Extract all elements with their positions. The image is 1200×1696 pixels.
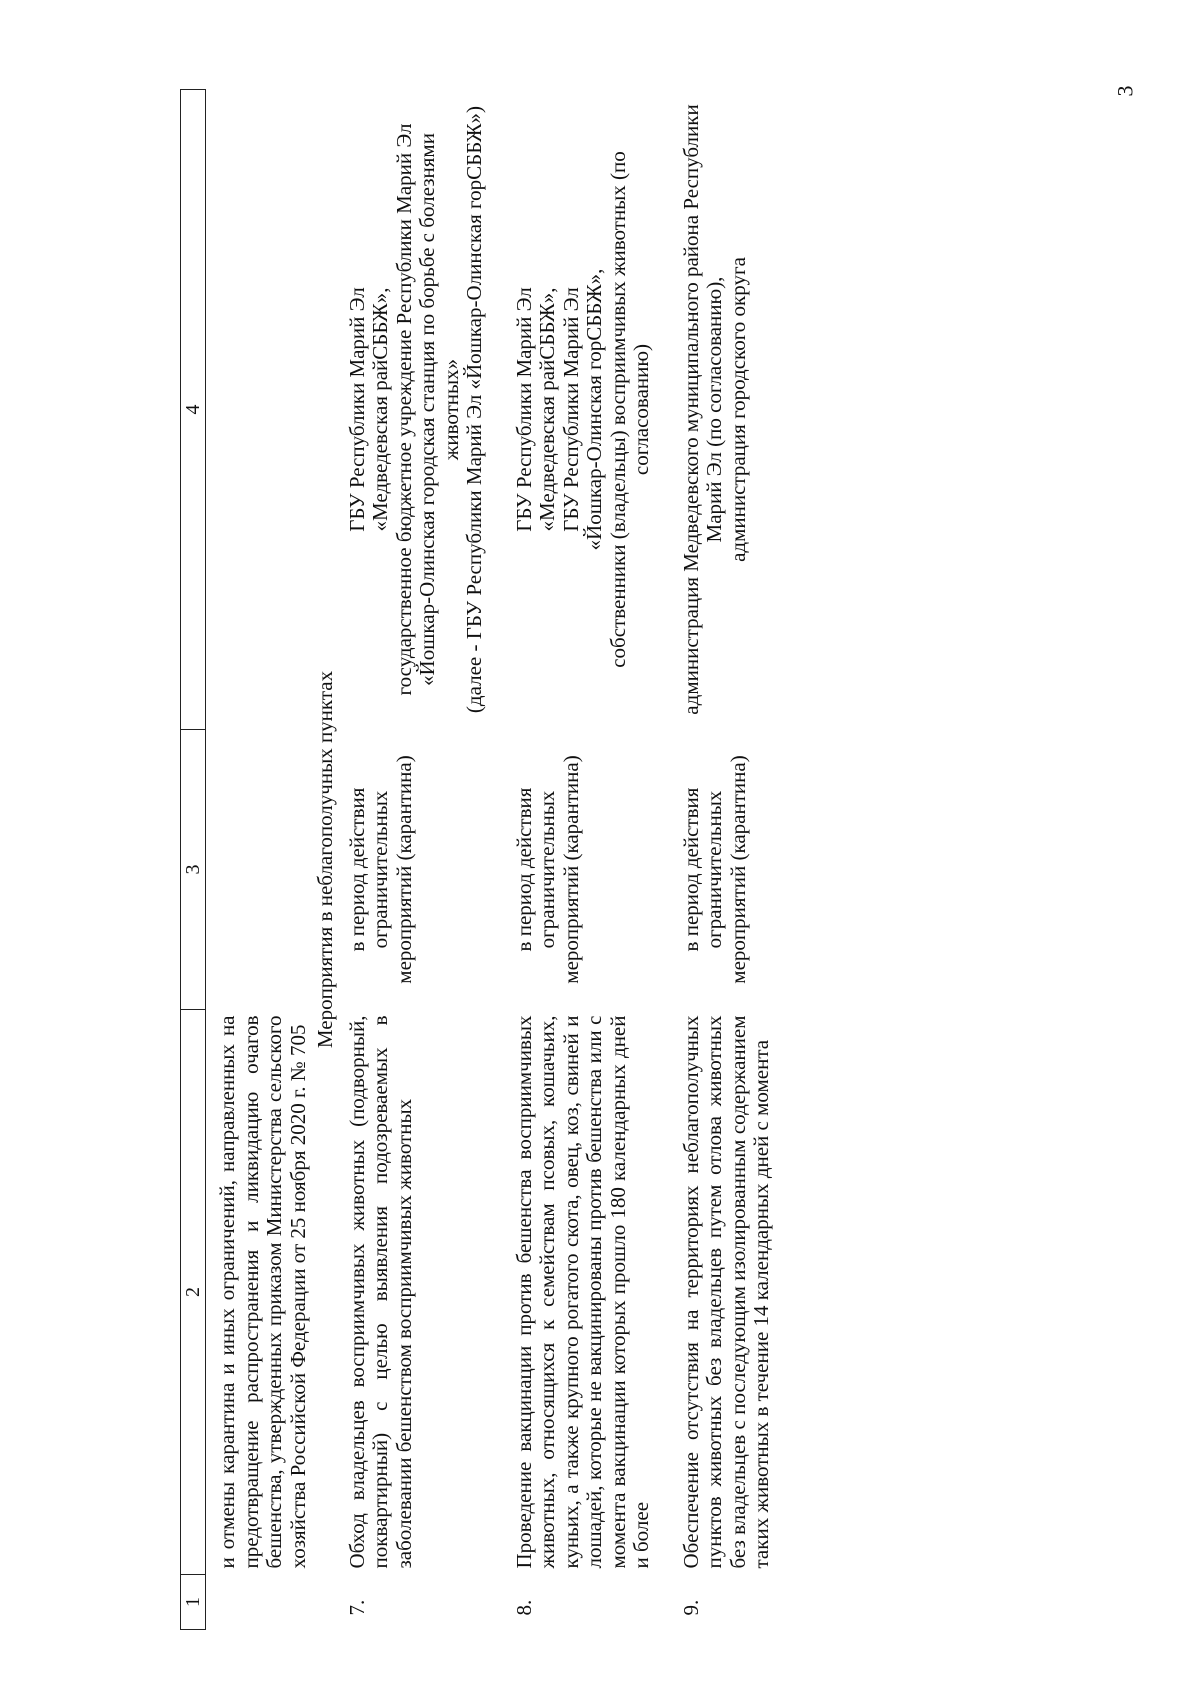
responsible-line: администрация Медведевского муниципального района Республики Марий Эл (по согласованию), (678, 104, 727, 715)
row-measure: Обход владельцев восприимчивых животных (подворный, поквартирный) с целью выявления подозреваемых в заболевании бешенством восприимчивых животных (344, 1015, 416, 1569)
table-row (346, 90, 487, 1630)
row-number: 9. (678, 1599, 703, 1616)
responsible-line: ГБУ Республики Марий Эл (344, 287, 369, 532)
row-responsible (680, 90, 774, 730)
measures-table (180, 89, 774, 1630)
responsible-line: (далее - ГБУ Республики Марий Эл «Йошкар-Олинская горСББЖ») (462, 105, 487, 714)
header-col-1: 1 (181, 1575, 206, 1630)
row-responsible (346, 90, 487, 730)
responsible-line: «Медведевская райСББЖ», (368, 287, 393, 532)
section-row (310, 90, 346, 1630)
responsible-line: ГБУ Республики Марий Эл (558, 287, 583, 532)
row-cont-num (206, 1575, 311, 1630)
row-period: в период действия ограничительных мероприятий (карантина) (344, 755, 416, 984)
page-number: 3 (1112, 85, 1138, 97)
row-cont-measure: и отмены карантина и иных ограничений, направленных на предотвращение распространения и ликвидацию очагов бешенства, утвержденных приказом Министерства сельского хозяйства Российской Федерации от 25 ноября 2020 г. № 705 (215, 1015, 310, 1569)
responsible-line: администрация городского округа (725, 257, 750, 562)
table-row (680, 90, 774, 1630)
responsible-line: собственники (владельцы) восприимчивых животных (по согласованию) (605, 151, 654, 668)
table-row (513, 90, 654, 1630)
responsible-line: «Медведевская райСББЖ», (535, 287, 560, 532)
rotated-table-area (180, 90, 1060, 1630)
row-cont-responsible (206, 90, 311, 730)
row-number: 7. (344, 1599, 369, 1616)
responsible-line: государственное бюджетное учреждение Республики Марий Эл «Йошкар-Олинская городская станция по борьбе с болезнями животных» (391, 123, 463, 696)
row-measure: Проведение вакцинации против бешенства восприимчивых животных, относящихся к семействам псовых, кошачьих, куньих, а также крупного рогатого скота, овец, коз, свиней и лошадей, которые не вакцинированы против бешенства или с момента вакцинации которых прошло 180 календарных дней и более (511, 1015, 654, 1569)
row-period: в период действия ограничительных мероприятий (карантина) (678, 755, 750, 984)
row-gap (487, 90, 513, 1630)
row-number: 8. (511, 1599, 536, 1616)
header-col-2: 2 (181, 1010, 206, 1575)
row-measure: Обеспечение отсутствия на территориях неблагополучных пунктов животных без владельцев путем отлова животных без владельцев с последующим изолированным содержанием таких животных в течение 14 календарных дней с момента (678, 1015, 774, 1569)
header-col-4: 4 (181, 90, 206, 730)
row-responsible (513, 90, 654, 730)
header-col-3: 3 (181, 730, 206, 1010)
table-row-continuation (206, 90, 311, 1630)
header-row (181, 90, 206, 1630)
responsible-line: «Йошкар-Олинская горСББЖ», (582, 268, 607, 551)
section-title: Мероприятия в неблагополучных пунктах (313, 670, 338, 1049)
row-gap (654, 90, 680, 1630)
row-cont-period (206, 730, 311, 1010)
responsible-line: ГБУ Республики Марий Эл (511, 287, 536, 532)
row-period: в период действия ограничительных мероприятий (карантина) (511, 755, 583, 984)
